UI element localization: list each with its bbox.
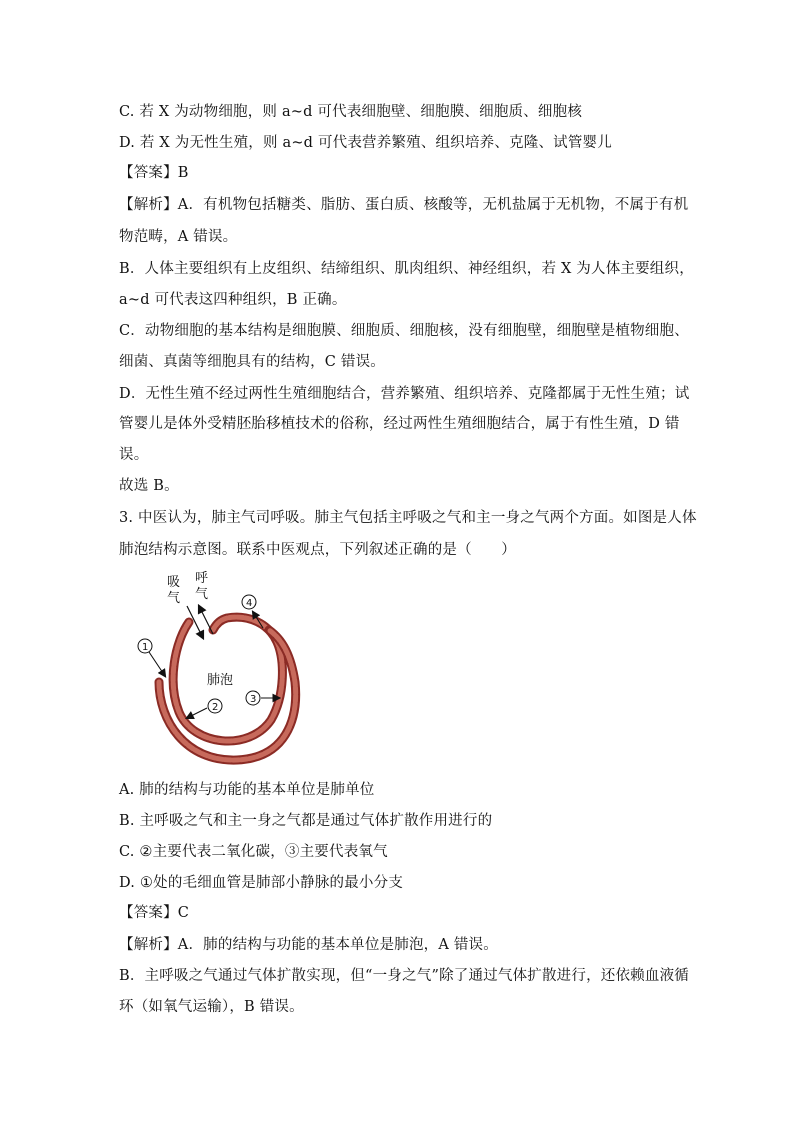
question-3-stem: 3. 中医认为，肺主气司呼吸。肺主气包括主呼吸之气和主一身之气两个方面。如图是人体	[119, 510, 697, 526]
explanation-line: 【解析】A．肺的结构与功能的基本单位是肺泡，A 错误。	[119, 937, 498, 953]
explanation-line: 环（如氧气运输），B 错误。	[119, 999, 304, 1015]
explanation-line: 误。	[119, 447, 149, 463]
exhale-arrow	[199, 606, 213, 634]
marker-3: 3	[250, 694, 257, 705]
explanation-line: 管婴儿是体外受精胚胎移植技术的俗称，经过两性生殖细胞结合，属于有性生殖，D 错	[119, 416, 680, 432]
inhale-label-2: 气	[167, 591, 181, 606]
marker-4: 4	[246, 598, 253, 609]
explanation-line: 物范畴，A 错误。	[119, 229, 238, 245]
explanation-line: B．人体主要组织有上皮组织、结缔组织、肌肉组织、神经组织，若 X 为人体主要组织，	[119, 261, 694, 277]
explanation-line: 细菌、真菌等细胞具有的结构，C 错误。	[119, 354, 386, 370]
answer-line: 【答案】C	[119, 905, 190, 921]
marker-2: 2	[212, 702, 219, 713]
option-c-previous: C. 若 X 为动物细胞，则 a~d 可代表细胞壁、细胞膜、细胞质、细胞核	[119, 104, 583, 120]
explanation-line: B．主呼吸之气通过气体扩散实现，但“一身之气”除了通过气体扩散进行，还依赖血液循	[119, 968, 689, 984]
option-c: C. ②主要代表二氧化碳，③主要代表氧气	[119, 844, 388, 860]
answer-previous: 【答案】B	[119, 165, 189, 181]
question-3-stem: 肺泡结构示意图。联系中医观点，下列叙述正确的是（ ）	[119, 542, 516, 558]
marker-1: 1	[142, 642, 149, 653]
option-b: B. 主呼吸之气和主一身之气都是通过气体扩散作用进行的	[119, 813, 493, 829]
explanation-line: 【解析】A．有机物包括糖类、脂肪、蛋白质、核酸等，无机盐属于无机物，不属于有机	[119, 197, 689, 213]
exhale-label-1: 呼	[195, 571, 209, 586]
alveolus-label: 肺泡	[207, 673, 234, 688]
explanation-line: a~d 可代表这四种组织，B 正确。	[119, 292, 347, 308]
explanation-line: D．无性生殖不经过两性生殖细胞结合，营养繁殖、组织培养、克隆都属于无性生殖；试	[119, 386, 690, 402]
conclusion-line: 故选 B。	[119, 478, 179, 494]
alveolus-diagram	[142, 570, 305, 770]
option-a: A. 肺的结构与功能的基本单位是肺单位	[119, 782, 375, 798]
option-d-previous: D. 若 X 为无性生殖，则 a~d 可代表营养繁殖、组织培养、克隆、试管婴儿	[119, 135, 612, 151]
explanation-line: C．动物细胞的基本结构是细胞膜、细胞质、细胞核，没有细胞壁，细胞壁是植物细胞、	[119, 323, 689, 339]
inhale-label-1: 吸	[167, 575, 181, 590]
exhale-label-2: 气	[195, 587, 209, 602]
option-d: D. ①处的毛细血管是肺部小静脉的最小分支	[119, 875, 404, 891]
